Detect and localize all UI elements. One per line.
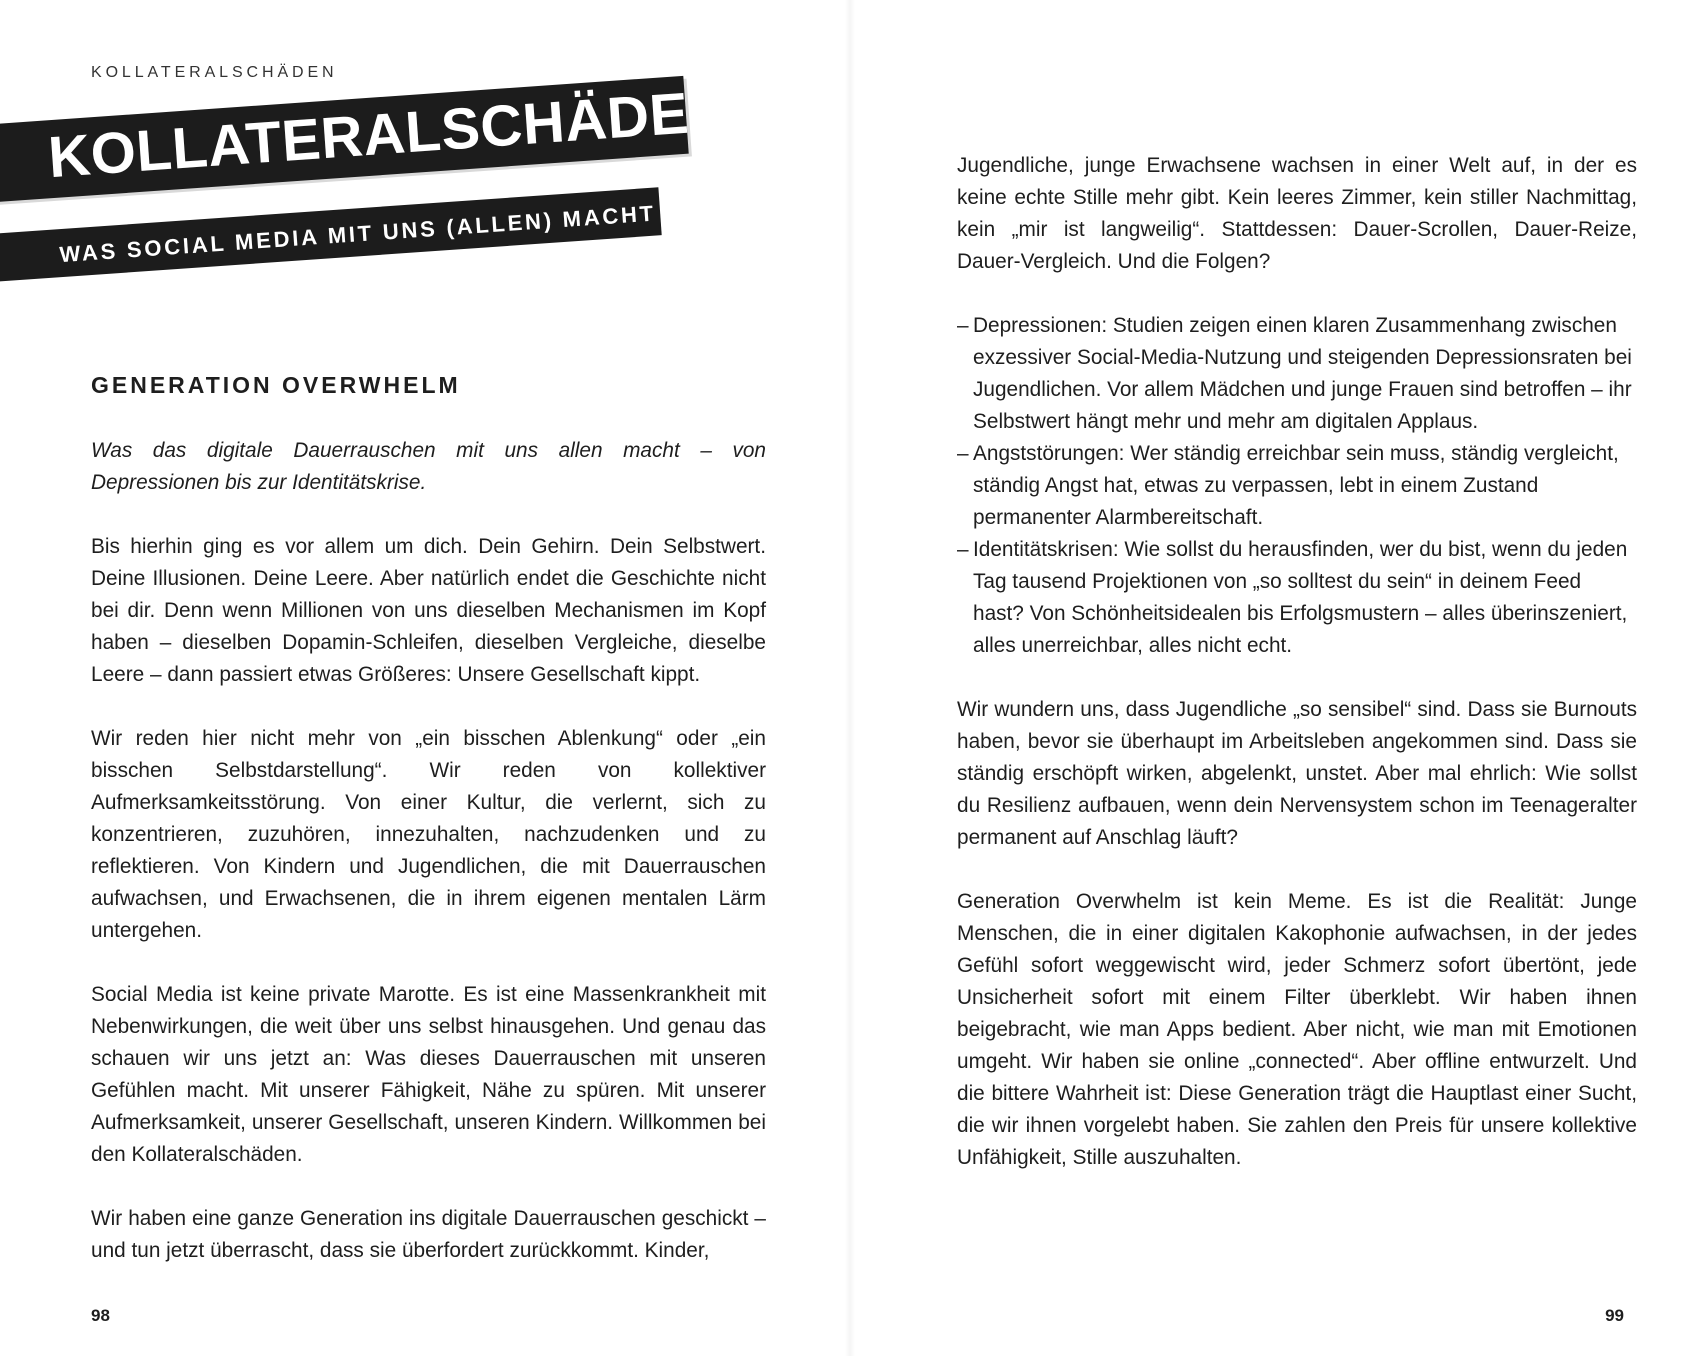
body-paragraph: Social Media ist keine private Marotte. Es ist eine Massenkrankheit mit Nebenwirkungen, die weit über uns selbst hinausgehen. Und genau das schauen wir uns jetzt an: Was dieses Dauerrauschen mit unseren Gefühlen macht. Mit unserer Fähigkeit, Nähe zu spüren. Mit unserer Aufmerksamkeit, unserer Gesellschaft, unseren Kindern. Willkommen bei den Kollateralschäden.: [91, 983, 766, 1166]
list-item-text: Depressionen: Studien zeigen einen klaren Zusammenhang zwischen exzessiver Social-Media-Nutzung und steigenden Depressionsraten bei Jugendlichen. Vor allem Mädchen und junge Frauen sind betroffen – ihr Selbstwert hängt mehr und mehr am digitalen Applaus.: [973, 314, 1632, 433]
body-paragraph: Wir haben eine ganze Generation ins digitale Dauerrauschen geschickt – und tun jetzt überrascht, dass sie überfordert zurückkommt. Kinder,: [91, 1207, 766, 1262]
body-paragraph: Bis hierhin ging es vor allem um dich. Dein Gehirn. Dein Selbstwert. Deine Illusionen. Deine Leere. Aber natürlich endet die Geschichte nicht bei dir. Denn wenn Millionen von uns dieselben Mechanismen im Kopf haben – dieselben Dopamin-Schleifen, dieselben Vergleiche, dieselbe Leere – dann passiert etwas Größeres: Unsere Gesellschaft kippt.: [91, 535, 766, 686]
chapter-subtitle-banner: [0, 187, 662, 282]
dash-marker: –: [957, 538, 969, 561]
section-heading: GENERATION OVERWHELM: [91, 372, 461, 398]
list-item: [957, 310, 1637, 438]
chapter-title-banner: [0, 76, 734, 203]
left-body-text: [91, 435, 766, 1267]
list-item: [957, 534, 1637, 662]
body-paragraph: Jugendliche, junge Erwachsene wachsen in einer Welt auf, in der es keine echte Stille mehr gibt. Kein leeres Zimmer, kein stiller Nachmittag, kein „mir ist langweilig“. Stattdessen: Dauer-Scrollen, Dauer-Reize, Dauer-Vergleich. Und die Folgen?: [957, 154, 1637, 273]
running-head: KOLLATERALSCHÄDEN: [91, 64, 338, 81]
lead-paragraph: Was das digitale Dauerrauschen mit uns allen macht – von Depressionen bis zur Identitätskrise.: [91, 439, 766, 494]
list-item: [957, 438, 1637, 534]
dash-marker: –: [957, 314, 969, 337]
list-item-text: Angststörungen: Wer ständig erreichbar sein muss, ständig vergleicht, ständig Angst hat, etwas zu verpassen, lebt in einem Zustand permanenter Alarmbereitschaft.: [973, 442, 1619, 529]
chapter-title: KOLLATERALSCHÄDEN: [46, 77, 734, 191]
page-number-left: 98: [91, 1306, 110, 1325]
body-paragraph: Wir wundern uns, dass Jugendliche „so sensibel“ sind. Dass sie Burnouts haben, bevor sie überhaupt im Arbeitsleben angekommen sind. Dass sie ständig erschöpft wirken, abgelenkt, unstet. Aber mal ehrlich: Wie sollst du Resilienz aufbauen, wenn dein Nervensystem schon im Teenageralter permanent auf Anschlag läuft?: [957, 698, 1637, 849]
body-paragraph: Wir reden hier nicht mehr von „ein bisschen Ablenkung“ oder „ein bisschen Selbstdarstellung“. Wir reden von kollektiver Aufmerksamkeitsstörung. Von einer Kultur, die verlernt, sich zu konzentrieren, zuzuhören, innezuhalten, nachzudenken und zu reflektieren. Von Kindern und Jugendlichen, die mit Dauerrauschen aufwachsen, und Erwachsenen, die in ihrem eigenen mentalen Lärm untergehen.: [91, 727, 766, 942]
dash-marker: –: [957, 442, 969, 465]
list-item-text: Identitätskrisen: Wie sollst du herausfinden, wer du bist, wenn du jeden Tag tausend Projektionen von „so solltest du sein“ in deinem Feed hast? Von Schönheitsidealen bis Erfolgsmustern – alles überinszeniert, alles unerreichbar, alles nicht echt.: [973, 538, 1628, 657]
right-body-text: [957, 150, 1637, 1174]
chapter-subtitle: WAS SOCIAL MEDIA MIT UNS (ALLEN) MACHT: [58, 200, 657, 268]
consequences-list: [957, 310, 1637, 662]
body-paragraph: Generation Overwhelm ist kein Meme. Es ist die Realität: Junge Menschen, die in einer digitalen Kakophonie aufwachsen, in der jedes Gefühl sofort weggewischt wird, jeder Schmerz sofort übertönt, jede Unsicherheit sofort mit einem Filter überklebt. Wir haben ihnen beigebracht, wie man Apps bedient. Aber nicht, wie man mit Emotionen umgeht. Wir haben sie online „connected“. Aber offline entwurzelt. Und die bittere Wahrheit ist: Diese Generation trägt die Hauptlast einer Sucht, die wir ihnen vorgelebt haben. Sie zahlen den Preis für unsere kollektive Unfähigkeit, Stille auszuhalten.: [957, 890, 1637, 1169]
page-number-right: 99: [1605, 1306, 1624, 1325]
right-page: [850, 0, 1700, 1356]
